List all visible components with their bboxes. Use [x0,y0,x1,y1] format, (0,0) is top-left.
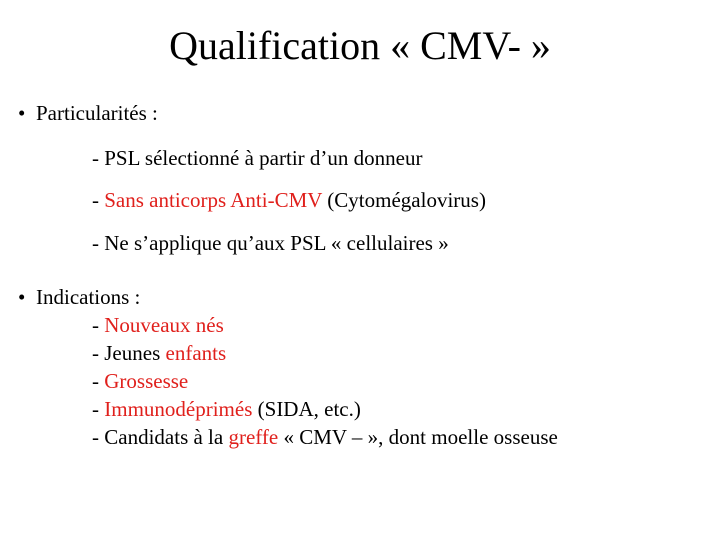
item-text: PSL sélectionné à partir d’un donneur [104,146,423,170]
dash: - [92,369,105,393]
item-text: Jeunes [104,341,166,365]
list-item [92,229,449,257]
item-highlight: Grossesse [104,369,189,393]
item-text: Ne s’applique qu’aux PSL « cellulaires » [104,231,449,255]
dash: - [92,425,105,449]
item-highlight: Immunodéprimés [104,397,253,421]
dash: - [92,146,105,170]
dash: - [92,397,105,421]
list-item [92,367,188,395]
bullet-icon: • [18,101,26,125]
item-text: « CMV – », dont moelle osseuse [278,425,558,449]
list-item [92,311,224,339]
dash: - [92,341,105,365]
list-item [92,395,361,423]
list-item [92,144,422,172]
section-heading: Indications : [36,285,141,309]
list-item [92,339,226,367]
dash: - [92,231,105,255]
bullet-icon: • [18,285,26,309]
item-text: Candidats à la [104,425,229,449]
item-highlight: enfants [165,341,227,365]
item-text: (Cytomégalovirus) [322,188,486,212]
dash: - [92,188,105,212]
list-item [92,423,558,451]
section-heading: Particularités : [36,101,158,125]
dash: - [92,313,105,337]
item-highlight: Nouveaux nés [104,313,224,337]
list-item [92,186,486,214]
slide-title: Qualification « CMV- » [169,23,551,68]
item-text: (SIDA, etc.) [252,397,361,421]
item-highlight: Sans anticorps Anti-CMV [104,188,323,212]
bullet-indications [18,283,140,311]
bullet-particularites [18,99,158,127]
item-highlight: greffe [228,425,279,449]
